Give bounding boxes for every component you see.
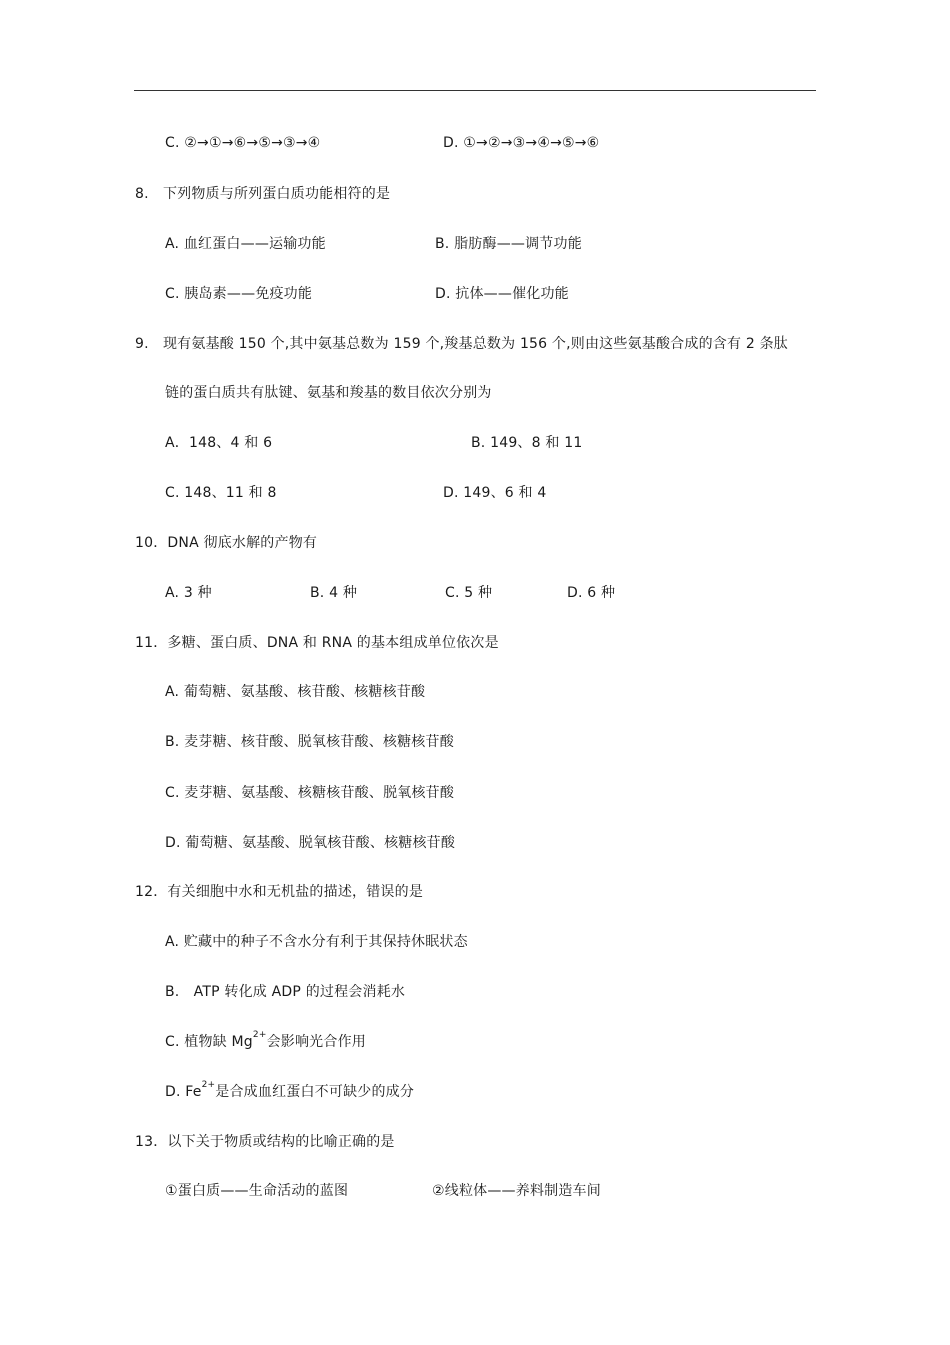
- q12-option-b: B. ATP 转化成 ADP 的过程会消耗水: [165, 984, 406, 1000]
- q7-option-c: C. ②→①→⑥→⑤→③→④: [165, 135, 321, 151]
- q12-option-a: A. 贮藏中的种子不含水分有利于其保持休眠状态: [165, 934, 468, 950]
- q8-option-d: D. 抗体——催化功能: [435, 286, 569, 302]
- q11-option-b: B. 麦芽糖、核苷酸、脱氧核苷酸、核糖核苷酸: [165, 734, 454, 750]
- q8-stem: 8. 下列物质与所列蛋白质功能相符的是: [135, 186, 391, 202]
- q12-option-c: [165, 1030, 366, 1051]
- q8-option-a: A. 血红蛋白——运输功能: [165, 236, 326, 252]
- q7-option-d: D. ①→②→③→④→⑤→⑥: [443, 135, 600, 151]
- q11-option-c: C. 麦芽糖、氨基酸、核糖核苷酸、脱氧核苷酸: [165, 785, 455, 801]
- q12-stem: 12．有关细胞中水和无机盐的描述，错误的是: [135, 884, 424, 900]
- q12-option-d: [165, 1080, 415, 1101]
- q12-option-d-suffix: 是合成血红蛋白不可缺少的成分: [215, 1084, 415, 1100]
- q10-option-d: D. 6 种: [567, 585, 616, 601]
- q13-item-2: ②线粒体——养料制造车间: [432, 1183, 601, 1199]
- q9-option-c: C. 148、11 和 8: [165, 485, 277, 501]
- q11-option-d: D. 葡萄糖、氨基酸、脱氧核苷酸、核糖核苷酸: [165, 835, 456, 851]
- header-rule: [134, 90, 816, 91]
- q10-option-b: B. 4 种: [310, 585, 358, 601]
- q12-option-d-charge: 2+: [201, 1080, 216, 1090]
- q10-option-a: A. 3 种: [165, 585, 212, 601]
- q8-option-c: C. 胰岛素——免疫功能: [165, 286, 313, 302]
- q12-option-d-prefix: D. Fe: [165, 1084, 202, 1100]
- q12-option-c-charge: 2+: [252, 1030, 267, 1040]
- q9-stem-line2: 链的蛋白质共有肽键、氨基和羧基的数目依次分别为: [165, 385, 492, 401]
- q9-stem-line1: 9. 现有氨基酸 150 个,其中氨基总数为 159 个,羧基总数为 156 个,则由这些氨基酸合成的含有 2 条肽: [135, 336, 788, 352]
- q10-stem: 10．DNA 彻底水解的产物有: [135, 535, 318, 551]
- q10-option-c: C. 5 种: [445, 585, 493, 601]
- q9-option-d: D. 149、6 和 4: [443, 485, 547, 501]
- q11-stem: 11．多糖、蛋白质、DNA 和 RNA 的基本组成单位依次是: [135, 635, 499, 651]
- q12-option-c-suffix: 会影响光合作用: [266, 1034, 366, 1050]
- q9-option-a: A．148、4 和 6: [165, 435, 273, 451]
- q11-option-a: A. 葡萄糖、氨基酸、核苷酸、核糖核苷酸: [165, 684, 426, 700]
- q13-item-1: ①蛋白质——生命活动的蓝图: [165, 1183, 349, 1199]
- q8-option-b: B. 脂肪酶——调节功能: [435, 236, 582, 252]
- q13-stem: 13．以下关于物质或结构的比喻正确的是: [135, 1134, 395, 1150]
- q9-option-b: B. 149、8 和 11: [471, 435, 583, 451]
- q12-option-c-prefix: C. 植物缺 Mg: [165, 1034, 253, 1050]
